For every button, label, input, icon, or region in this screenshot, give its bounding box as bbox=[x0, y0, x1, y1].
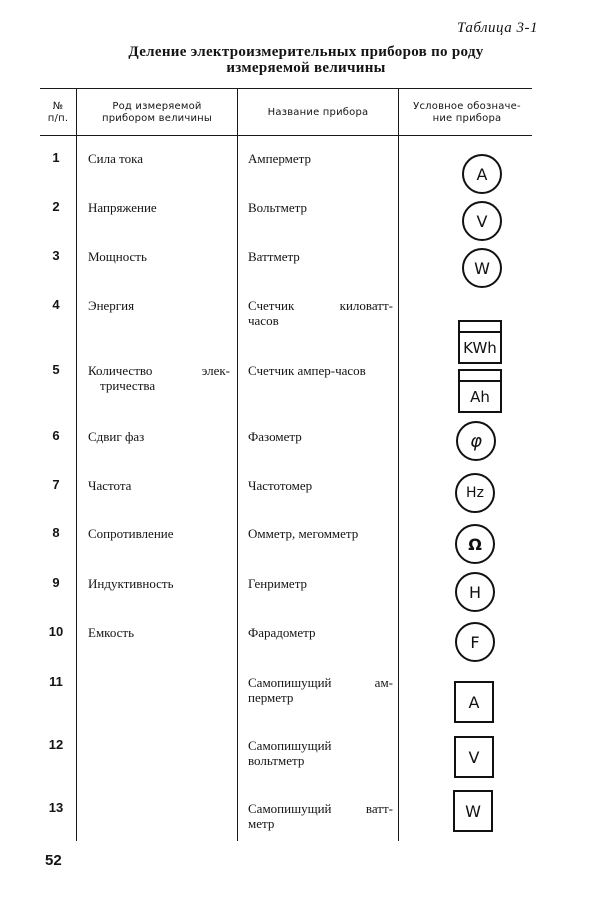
row-3-quantity: Мощность bbox=[88, 249, 147, 264]
row-3-device: Ваттметр bbox=[248, 249, 300, 264]
ampere-hour-meter-symbol-icon bbox=[458, 369, 502, 413]
row-12-number: 12 bbox=[48, 737, 64, 752]
row-11-device bbox=[248, 675, 393, 705]
row-11-number: 11 bbox=[49, 674, 63, 689]
row-10-symbol-text: F bbox=[470, 632, 480, 652]
row-12-device bbox=[248, 738, 393, 768]
header-device-line-1: Название прибора bbox=[267, 107, 369, 118]
counter-window bbox=[460, 322, 500, 333]
row-7-number: 7 bbox=[52, 477, 60, 492]
recording-voltmeter-symbol-icon bbox=[454, 736, 494, 778]
row-9-symbol-text: H bbox=[468, 582, 482, 602]
row-4-symbol-text: KWh bbox=[463, 338, 497, 357]
row-3-symbol-text: W bbox=[474, 258, 490, 278]
row-4-device bbox=[248, 298, 393, 328]
row-2-device: Вольтметр bbox=[248, 200, 307, 215]
ammeter-symbol-icon bbox=[462, 154, 502, 194]
row-5-quantity-line-2: тричества bbox=[100, 378, 156, 393]
row-1-symbol-text: A bbox=[476, 164, 488, 184]
row-7-quantity: Частота bbox=[88, 478, 132, 493]
row-13-device-line-1: Самопишущий ватт- bbox=[248, 801, 393, 816]
page-number: 52 bbox=[45, 852, 62, 869]
counter-window bbox=[460, 371, 500, 382]
ohmmeter-symbol-icon bbox=[455, 524, 495, 564]
header-device bbox=[238, 92, 398, 134]
row-6-device: Фазометр bbox=[248, 429, 302, 444]
row-9-quantity: Индуктивность bbox=[88, 576, 174, 591]
row-11-device-line-1: Самопишущий ам- bbox=[248, 675, 393, 690]
row-13-symbol-text: W bbox=[465, 801, 481, 821]
header-quantity bbox=[77, 92, 237, 134]
header-number bbox=[40, 92, 76, 134]
row-8-quantity: Сопротивление bbox=[88, 526, 174, 541]
row-3-number: 3 bbox=[52, 248, 60, 263]
kilowatt-hour-meter-symbol-icon bbox=[458, 320, 502, 364]
row-2-number: 2 bbox=[52, 199, 60, 214]
row-8-device: Омметр, мегомметр bbox=[248, 526, 359, 541]
row-6-quantity: Сдвиг фаз bbox=[88, 429, 145, 444]
table-top-rule bbox=[40, 88, 532, 89]
frequency-meter-symbol-icon bbox=[455, 473, 495, 513]
column-divider-2 bbox=[237, 89, 238, 841]
header-quantity-line-2: прибором величины bbox=[101, 113, 213, 124]
header-number-line-2: п/п. bbox=[47, 113, 69, 124]
row-1-number: 1 bbox=[52, 150, 60, 165]
row-5-quantity bbox=[88, 363, 230, 393]
row-9-number: 9 bbox=[52, 575, 60, 590]
header-bottom-rule bbox=[40, 135, 532, 136]
phase-meter-symbol-icon bbox=[456, 421, 496, 461]
row-5-device: Счетчик ампер-часов bbox=[248, 363, 366, 378]
row-1-device: Амперметр bbox=[248, 151, 311, 166]
row-4-device-line-1: Счетчик киловатт- bbox=[248, 298, 393, 313]
row-6-symbol-text: φ bbox=[470, 430, 482, 452]
wattmeter-symbol-icon bbox=[462, 248, 502, 288]
row-10-number: 10 bbox=[48, 624, 64, 639]
row-13-device-line-2: метр bbox=[248, 816, 275, 831]
row-11-device-line-2: перметр bbox=[248, 690, 294, 705]
row-13-number: 13 bbox=[48, 800, 64, 815]
row-12-symbol-text: V bbox=[468, 747, 480, 767]
title-line-1: Деление электроизмерительных приборов по роду bbox=[128, 44, 484, 60]
row-10-device: Фарадометр bbox=[248, 625, 316, 640]
table-title bbox=[40, 44, 572, 76]
row-12-device-line-2: вольтметр bbox=[248, 753, 305, 768]
row-7-symbol-text: Hz bbox=[466, 485, 484, 501]
henry-meter-symbol-icon bbox=[455, 572, 495, 612]
row-9-device: Генриметр bbox=[248, 576, 308, 591]
row-12-device-line-1: Самопишущий bbox=[248, 738, 332, 753]
row-8-number: 8 bbox=[52, 525, 60, 540]
recording-ammeter-symbol-icon bbox=[454, 681, 494, 723]
row-2-symbol-text: V bbox=[476, 211, 488, 231]
column-divider-3 bbox=[398, 89, 399, 841]
row-13-device bbox=[248, 801, 393, 831]
header-symbol-line-1: Условное обозначе- bbox=[413, 101, 521, 112]
row-10-quantity: Емкость bbox=[88, 625, 135, 640]
row-5-quantity-line-1: Количество элек- bbox=[88, 363, 230, 378]
row-11-symbol-text: A bbox=[468, 692, 480, 712]
header-quantity-line-1: Род измеряемой bbox=[112, 101, 202, 112]
row-4-device-line-2: часов bbox=[248, 313, 279, 328]
row-5-symbol-text: Ah bbox=[470, 387, 490, 406]
header-symbol bbox=[399, 92, 535, 134]
column-divider-1 bbox=[76, 89, 77, 841]
row-5-number: 5 bbox=[52, 362, 60, 377]
voltmeter-symbol-icon bbox=[462, 201, 502, 241]
farad-meter-symbol-icon bbox=[455, 622, 495, 662]
header-number-line-1: № bbox=[52, 101, 64, 112]
row-4-number: 4 bbox=[52, 297, 60, 312]
row-1-quantity: Сила тока bbox=[88, 151, 144, 166]
row-7-device: Частотомер bbox=[248, 478, 313, 493]
recording-wattmeter-symbol-icon bbox=[453, 790, 493, 832]
row-4-quantity: Энергия bbox=[88, 298, 135, 313]
table-label: Таблица 3-1 bbox=[457, 20, 538, 36]
row-2-quantity: Напряжение bbox=[88, 200, 157, 215]
row-6-number: 6 bbox=[52, 428, 60, 443]
header-symbol-line-2: ние прибора bbox=[432, 113, 502, 124]
title-line-2: измеряемой величины bbox=[226, 60, 386, 76]
row-8-symbol-text: Ω bbox=[468, 534, 482, 554]
